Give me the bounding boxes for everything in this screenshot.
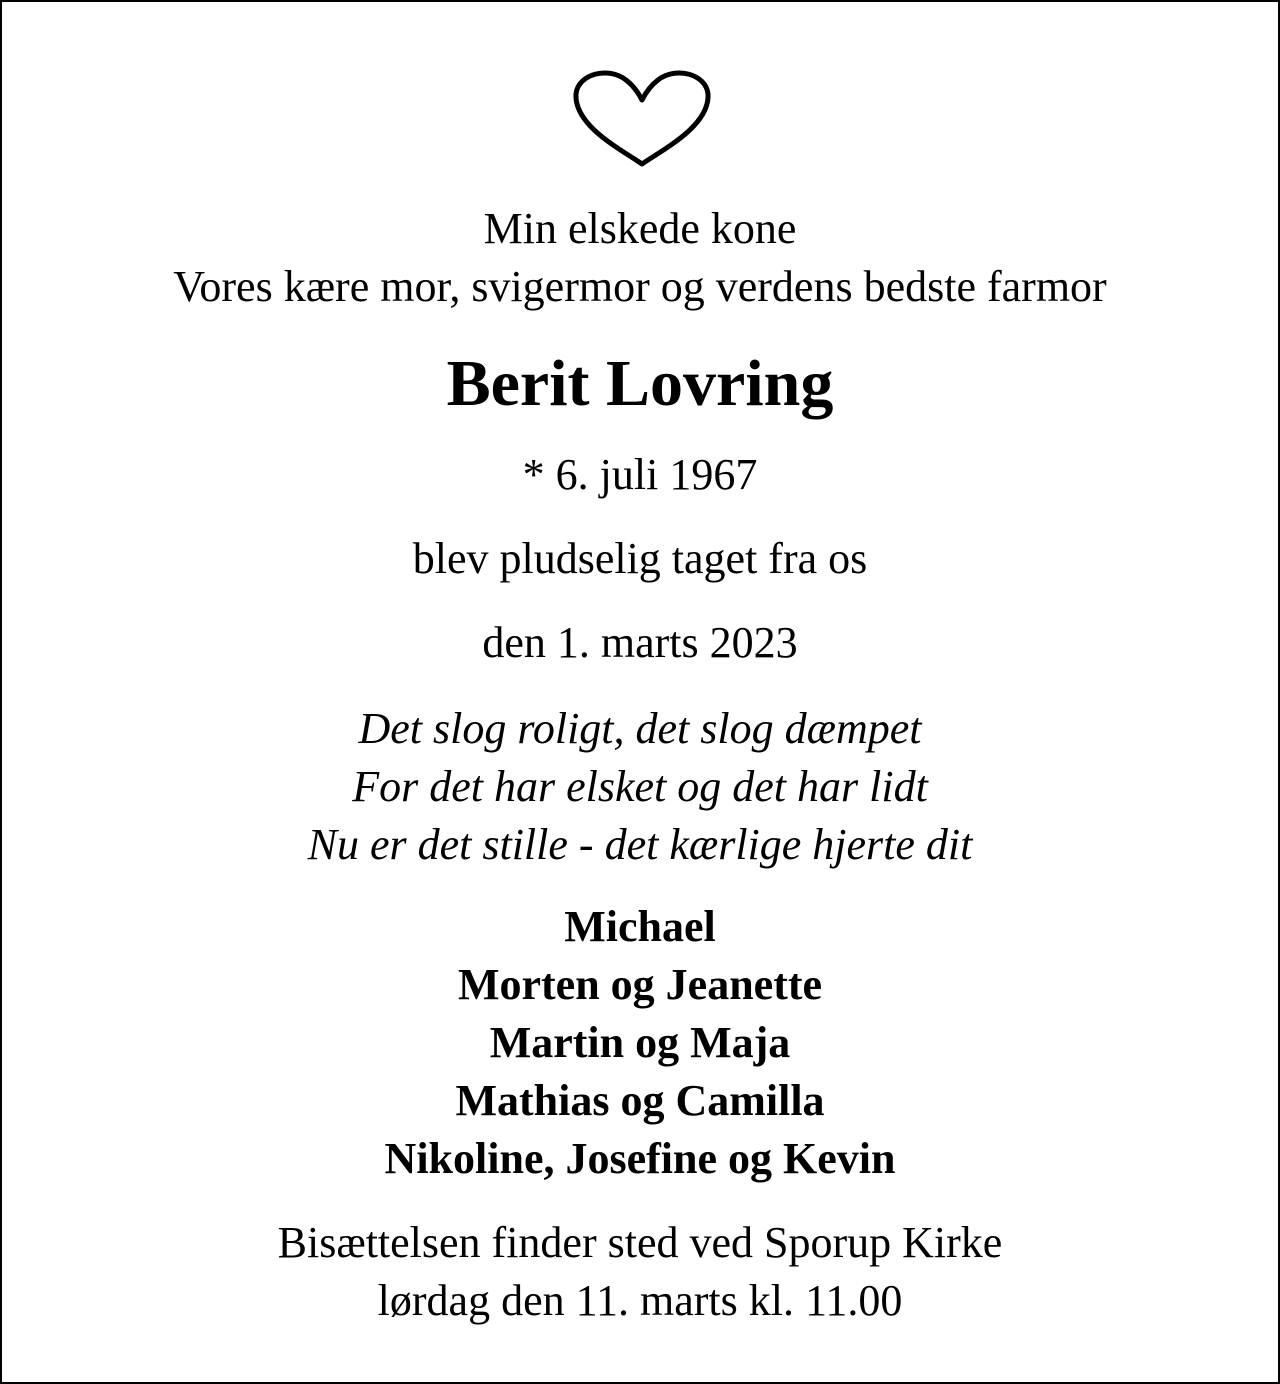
death-date: den 1. marts 2023: [482, 618, 798, 667]
verse-line-1: Det slog roligt, det slog dæmpet: [358, 704, 922, 753]
birth-date: * 6. juli 1967: [522, 450, 758, 499]
dedication-line-1: Min elskede kone: [483, 204, 797, 253]
family-line-3: Martin og Maja: [489, 1018, 791, 1067]
heart-icon: [568, 66, 716, 170]
deceased-name: Berit Lovring: [446, 347, 834, 420]
family-line-4: Mathias og Camilla: [455, 1076, 825, 1125]
family-line-1: Michael: [564, 902, 716, 951]
service-line-2: lørdag den 11. marts kl. 11.00: [377, 1276, 903, 1325]
verse-line-3: Nu er det stille - det kærlige hjerte dit: [307, 820, 973, 869]
dedication-line-2: Vores kære mor, svigermor og verdens bedste farmor: [173, 262, 1107, 311]
passing-text: blev pludselig taget fra os: [412, 534, 868, 583]
verse-line-2: For det har elsket og det har lidt: [352, 762, 928, 811]
family-line-5: Nikoline, Josefine og Kevin: [384, 1134, 896, 1183]
service-line-1: Bisættelsen finder sted ved Sporup Kirke: [277, 1218, 1003, 1267]
family-line-2: Morten og Jeanette: [457, 960, 823, 1009]
